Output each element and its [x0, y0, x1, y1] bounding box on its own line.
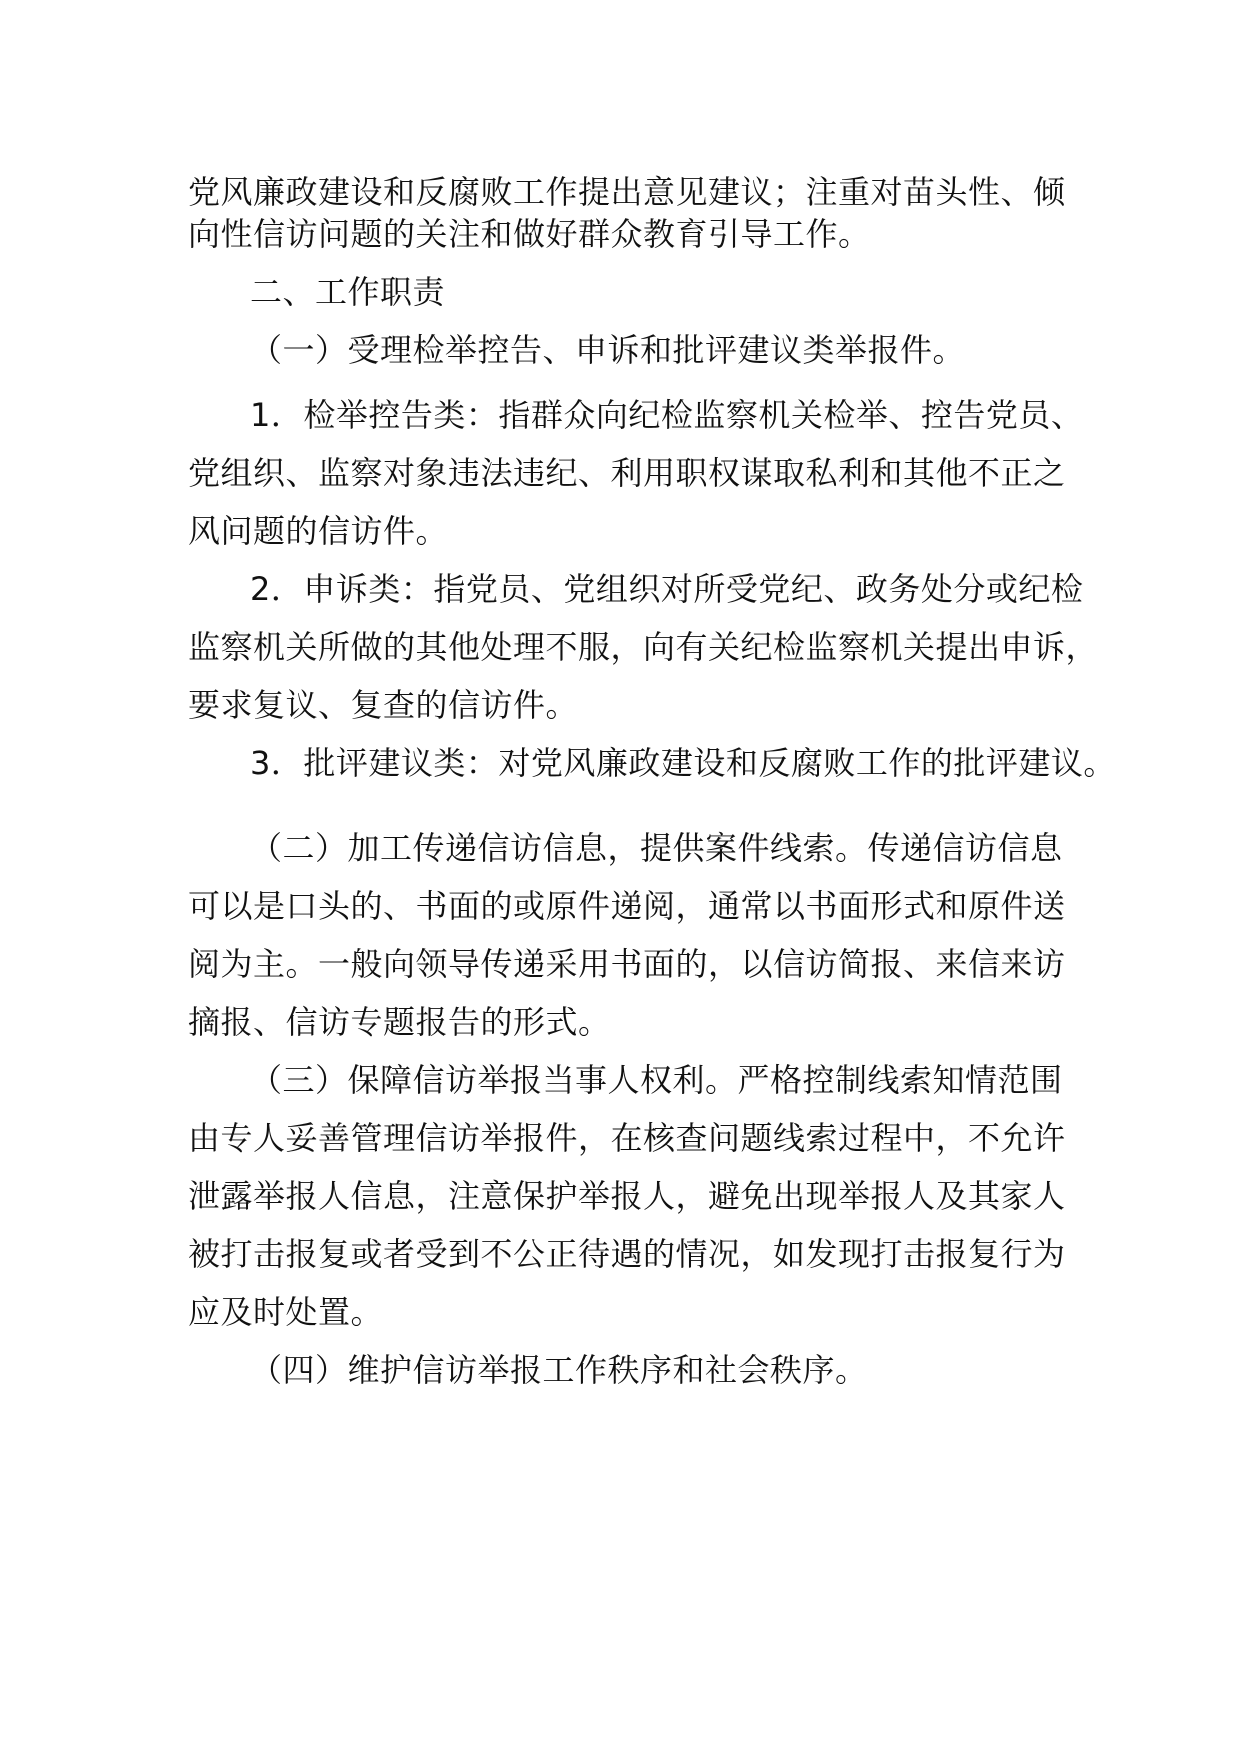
subsection-2-line-2: 可以是口头的、书面的或原件递阅，通常以书面形式和原件送	[188, 887, 1066, 925]
item-2-line-1: 2．申诉类：指党员、党组织对所受党纪、政务处分或纪检	[250, 570, 1084, 608]
item-1-line-3: 风问题的信访件。	[188, 512, 449, 550]
subsection-2-line-3: 阅为主。一般向领导传递采用书面的，以信访简报、来信来访	[188, 945, 1066, 983]
item-2-line-2: 监察机关所做的其他处理不服，向有关纪检监察机关提出申诉，	[188, 628, 1099, 666]
paragraph-line-1: 党风廉政建设和反腐败工作提出意见建议；注重对苗头性、倾	[188, 173, 1066, 211]
subsection-2-line-1: （二）加工传递信访信息，提供案件线索。传递信访信息	[250, 829, 1063, 867]
subsection-heading-1: （一）受理检举控告、申诉和批评建议类举报件。	[250, 331, 966, 369]
subsection-3-line-2: 由专人妥善管理信访举报件，在核查问题线索过程中，不允许	[188, 1119, 1066, 1157]
paragraph-line-2: 向性信访问题的关注和做好群众教育引导工作。	[188, 215, 871, 253]
subsection-3-line-1: （三）保障信访举报当事人权利。严格控制线索知情范围	[250, 1061, 1063, 1099]
item-1-line-1: 1．检举控告类：指群众向纪检监察机关检举、控告党员、	[250, 396, 1084, 434]
item-3-line-1: 3．批评建议类：对党风廉政建设和反腐败工作的批评建议。	[250, 744, 1116, 782]
subsection-3-line-4: 被打击报复或者受到不公正待遇的情况，如发现打击报复行为	[188, 1235, 1066, 1273]
subsection-2-line-4: 摘报、信访专题报告的形式。	[188, 1003, 611, 1041]
subsection-4-line-1: （四）维护信访举报工作秩序和社会秩序。	[250, 1351, 868, 1389]
item-2-line-3: 要求复议、复查的信访件。	[188, 686, 579, 724]
subsection-3-line-5: 应及时处置。	[188, 1293, 384, 1331]
item-1-line-2: 党组织、监察对象违法违纪、利用职权谋取私利和其他不正之	[188, 454, 1066, 492]
section-heading-duties: 二、工作职责	[250, 273, 446, 311]
subsection-3-line-3: 泄露举报人信息，注意保护举报人，避免出现举报人及其家人	[188, 1177, 1066, 1215]
